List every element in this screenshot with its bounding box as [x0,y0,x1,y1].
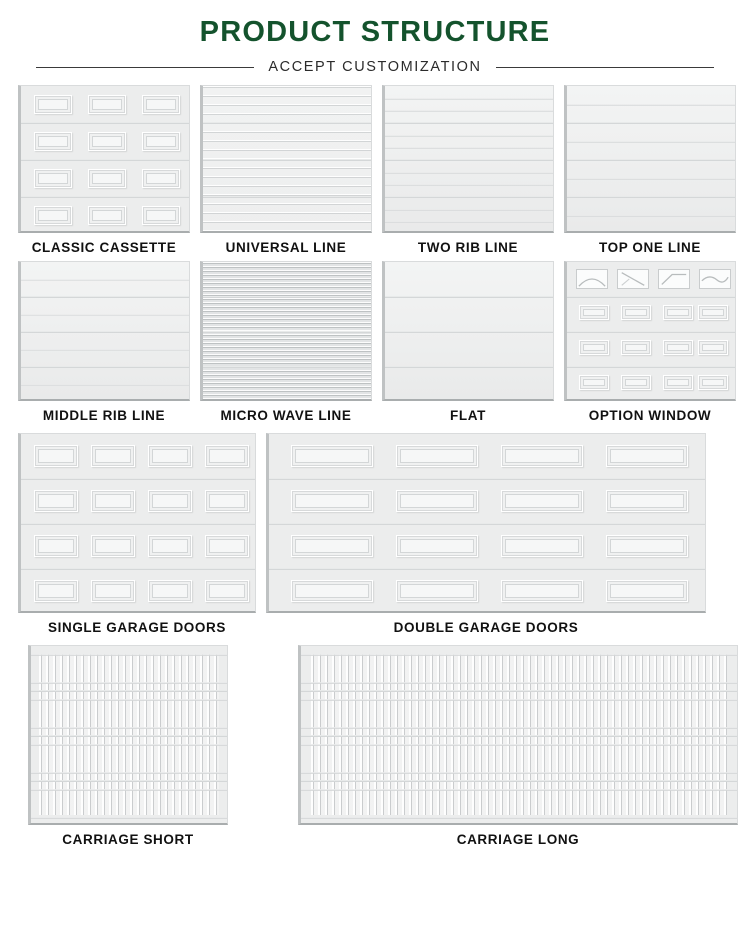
door-label-carriage-short: CARRIAGE SHORT [62,832,194,848]
door-preview-carriage-short [28,645,228,825]
door-label-classic-cassette: CLASSIC CASSETTE [31,240,177,256]
door-card-middle-rib-line[interactable] [18,261,190,423]
door-row-1 [18,85,732,255]
door-label-carriage-long: CARRIAGE LONG [456,832,580,848]
divider-right [496,67,714,68]
door-card-micro-wave-line[interactable] [200,261,372,423]
door-label-universal-line: UNIVERSAL LINE [225,240,347,256]
door-label-top-one-line: TOP ONE LINE [599,240,701,256]
door-preview-top-one-line [564,85,736,233]
door-card-carriage-short[interactable] [28,645,228,847]
diagonal-lite-icon [617,269,649,289]
door-card-top-one-line[interactable] [564,85,736,255]
door-row-3 [18,433,732,635]
door-card-universal-line[interactable] [200,85,372,255]
door-card-double-garage-doors[interactable] [266,433,706,635]
door-row-4 [18,645,732,847]
door-preview-micro-wave-line [200,261,372,401]
door-preview-universal-line [200,85,372,233]
arc-lite-icon [576,269,608,289]
door-preview-flat [382,261,554,401]
door-label-single-garage-doors: SINGLE GARAGE DOORS [48,620,226,636]
door-preview-option-window [564,261,736,401]
door-preview-single-garage-doors [18,433,256,613]
door-label-two-rib-line: TWO RIB LINE [417,240,519,256]
door-label-double-garage-doors: DOUBLE GARAGE DOORS [393,620,579,636]
door-card-carriage-long[interactable] [298,645,738,847]
page-subtitle: ACCEPT CUSTOMIZATION [268,59,482,76]
subtitle-row [18,59,732,75]
door-label-flat: FLAT [450,408,486,424]
door-preview-classic-cassette [18,85,190,233]
door-label-middle-rib-line: MIDDLE RIB LINE [42,408,166,424]
slanted-lite-icon [658,269,690,289]
door-row-2 [18,261,732,423]
door-preview-middle-rib-line [18,261,190,401]
door-label-micro-wave-line: MICRO WAVE LINE [220,408,352,424]
door-preview-carriage-long [298,645,738,825]
page-header [18,0,732,75]
door-card-flat[interactable] [382,261,554,423]
divider-left [36,67,254,68]
door-preview-double-garage-doors [266,433,706,613]
wave-lite-icon [699,269,731,289]
door-card-single-garage-doors[interactable] [18,433,256,635]
door-card-classic-cassette[interactable] [18,85,190,255]
door-preview-two-rib-line [382,85,554,233]
door-card-option-window[interactable] [564,261,736,423]
page-title: PRODUCT STRUCTURE [199,16,551,48]
door-label-option-window: OPTION WINDOW [588,408,712,424]
door-card-two-rib-line[interactable] [382,85,554,255]
